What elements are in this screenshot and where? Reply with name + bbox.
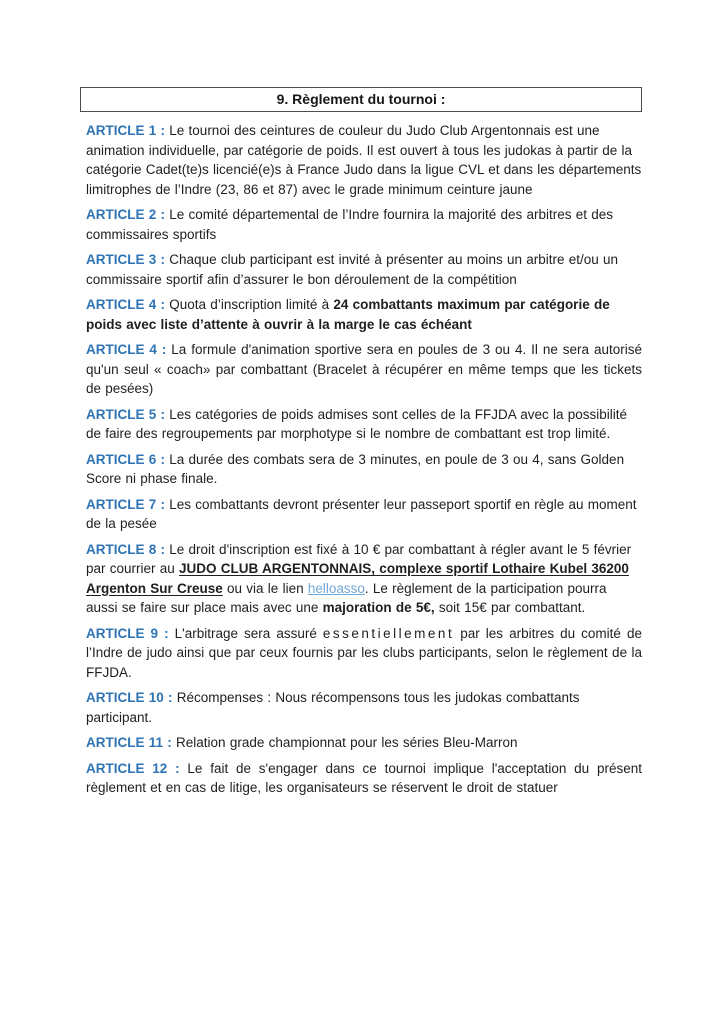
article-paragraph [86,250,642,289]
text-segment: Le fait de s'engager dans ce tournoi implique l'acceptation du présent règlement et en cas de litige, les organisateurs se réservent le droit de statuer [86,760,642,795]
text-segment: . Le règlement de la participation pourra aussi se faire sur place mais avec une [86,580,607,615]
article-label: ARTICLE 5 : [86,406,166,422]
text-segment: La durée des combats sera de 3 minutes, en poule de 3 ou 4, sans Golden Score ni phase finale. [86,451,625,486]
helloasso-link[interactable]: helloasso [307,580,365,596]
article-paragraph [86,405,642,444]
text-segment: essentiellement [322,625,455,641]
article-label: ARTICLE 11 : [86,735,172,750]
article-paragraph [86,121,642,199]
article-label: ARTICLE 12 : [86,760,180,776]
article-label: ARTICLE 1 : [86,123,166,138]
article-paragraph [86,688,642,727]
article-label: ARTICLE 4 : [86,297,166,312]
page-title: 9. Règlement du tournoi : [276,91,446,107]
text-segment: 24 combattants maximum par catégorie de poids avec liste d’attente à ouvrir à la marge le cas échéant [86,297,610,332]
article-paragraph [86,205,642,244]
text-segment: Le tournoi des ceintures de couleur du Judo Club Argentonnais est une animation individuelle, par catégorie de poids. Il est ouvert à tous les judokas à partir de la catégorie Cadet(te)s licencié(e)s à France Judo dans la ligue CVL et dans les départements limitrophes de l’Indre (23, 86 et 87) avec le grade minimum ceinture jaune [86,123,642,197]
article-label: ARTICLE 2 : [86,207,166,222]
article-label: ARTICLE 6 : [86,451,166,467]
text-segment: Le comité départemental de l’Indre fournira la majorité des arbitres et des commissaires sportifs [86,207,614,242]
text-segment: Le droit d'inscription est fixé à 10 € par combattant à régler avant le 5 février par courrier au [86,541,632,576]
text-segment: majoration de 5€, [322,600,435,615]
text-segment: Les catégories de poids admises sont celles de la FFJDA avec la possibilité de faire des regroupements par morphotype si le nombre de combattant est trop limité. [86,406,628,441]
article-paragraph [86,540,642,618]
text-segment: soit 15€ par combattant. [434,600,586,615]
title-box [80,87,642,112]
article-label: ARTICLE 3 : [86,252,166,267]
text-segment: JUDO CLUB ARGENTONNAIS, complexe sportif Lothaire Kubel 36200 Argenton Sur Creuse [86,561,629,596]
text-segment: La formule d'animation sportive sera en poules de 3 ou 4. Il ne sera autorisé qu'un seul « coach» par combattant (Bracelet à récupérer en même temps que les tickets de pesées) [86,342,642,396]
article-paragraph [86,733,642,753]
article-label: ARTICLE 8 : [86,541,166,557]
article-label: ARTICLE 9 : [86,625,169,641]
text-segment: Les combattants devront présenter leur passeport sportif en règle au moment de la pesée [86,496,637,531]
article-paragraph [86,450,642,489]
article-paragraph [86,495,642,534]
text-segment: Chaque club participant est invité à présenter au moins un arbitre et/ou un commissaire sportif afin d’assurer le bon déroulement de la compétition [86,252,619,287]
text-segment: Quota d’inscription limité à [169,297,334,312]
text-segment: ou via le lien [222,580,308,596]
text-segment: Relation grade championnat pour les séries Bleu-Marron [176,735,518,750]
article-paragraph [86,295,642,334]
article-label: ARTICLE 4 : [86,342,167,357]
text-segment: Récompenses : Nous récompensons tous les judokas combattants participant. [86,690,580,725]
article-paragraph [86,624,642,683]
articles [80,121,642,798]
text-segment: par les arbitres du comité de l’Indre de judo ainsi que par ceux fournis par les clubs participants, selon le règlement de la FFJDA. [86,625,642,680]
article-label: ARTICLE 7 : [86,496,166,512]
article-paragraph [86,759,642,798]
text-segment: L'arbitrage sera assuré [174,625,323,641]
article-label: ARTICLE 10 : [86,690,173,705]
article-paragraph [86,340,642,399]
